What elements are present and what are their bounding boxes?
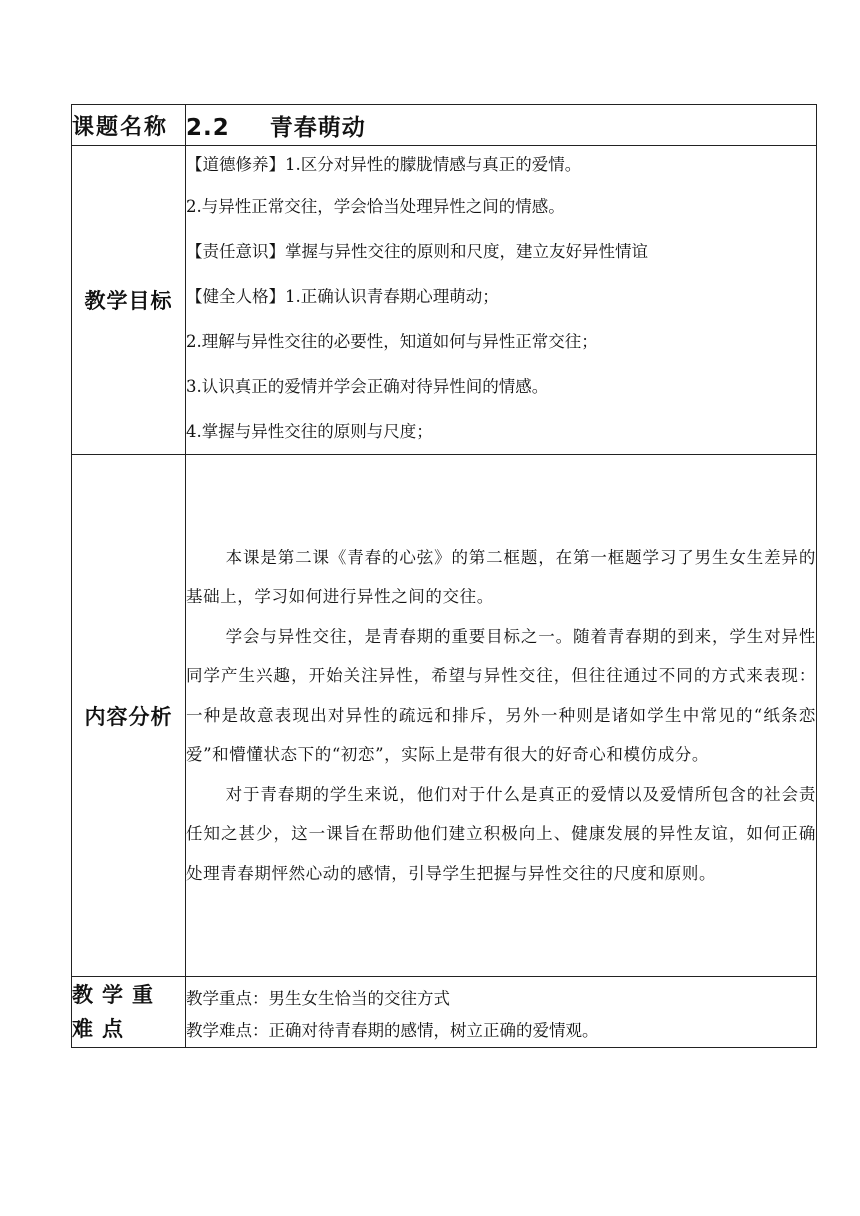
goal-item: 2.理解与异性交往的必要性，知道如何与异性正常交往； (186, 332, 598, 351)
goals-row (72, 146, 817, 455)
content-label: 内容分析 (72, 455, 186, 977)
goal-item: 3.认识真正的爱情并学会正确对待异性间的情感。 (186, 377, 549, 396)
lesson-plan-table (71, 104, 817, 1048)
difficulty-cell (186, 977, 817, 1048)
goal-item: 2.与异性正常交往，学会恰当处理异性之间的情感。 (186, 197, 565, 216)
difficulty-label: 教学重难点 (72, 977, 186, 1048)
title-label: 课题名称 (72, 105, 186, 146)
content-paragraph: 学会与异性交往，是青春期的重要目标之一。随着青春期的到来，学生对异性同学产生兴趣，开始关注异性，希望与异性交往，但往往通过不同的方式来表现：一种是故意表现出对异性的疏远和排斥，另外一种则是诸如学生中常见的“纸条恋爱”和懵懂状态下的“初恋”，实际上是带有很大的好奇心和模仿成分。 (186, 626, 816, 765)
content-paragraph: 对于青春期的学生来说，他们对于什么是真正的爱情以及爱情所包含的社会责任知之甚少，这一课旨在帮助他们建立积极向上、健康发展的异性友谊，如何正确处理青春期怦然心动的感情，引导学生把握与异性交往的尺度和原则。 (186, 784, 816, 883)
content-row (72, 455, 817, 977)
goal-item: 4.掌握与异性交往的原则与尺度； (186, 422, 433, 441)
lesson-title-text: 青春萌动 (269, 114, 366, 141)
title-row (72, 105, 817, 146)
difficult-point: 教学难点：正确对待青春期的感情，树立正确的爱情观。 (186, 1021, 599, 1040)
lesson-title (186, 105, 817, 146)
goals-label: 教学目标 (72, 146, 186, 455)
goal-item: 【健全人格】1.正确认识青春期心理萌动； (186, 287, 499, 306)
goal-item: 【道德修养】1.区分对异性的朦胧情感与真正的爱情。 (186, 155, 582, 174)
lesson-number: 2.2 (186, 114, 230, 141)
content-cell (186, 455, 817, 977)
key-point: 教学重点：男生女生恰当的交往方式 (186, 989, 450, 1008)
content-paragraph: 本课是第二课《青春的心弦》的第二框题，在第一框题学习了男生女生差异的基础上，学习如何进行异性之间的交往。 (186, 547, 816, 607)
difficulty-row (72, 977, 817, 1048)
goals-cell (186, 146, 817, 455)
goal-item: 【责任意识】掌握与异性交往的原则和尺度，建立友好异性情谊 (186, 242, 648, 261)
